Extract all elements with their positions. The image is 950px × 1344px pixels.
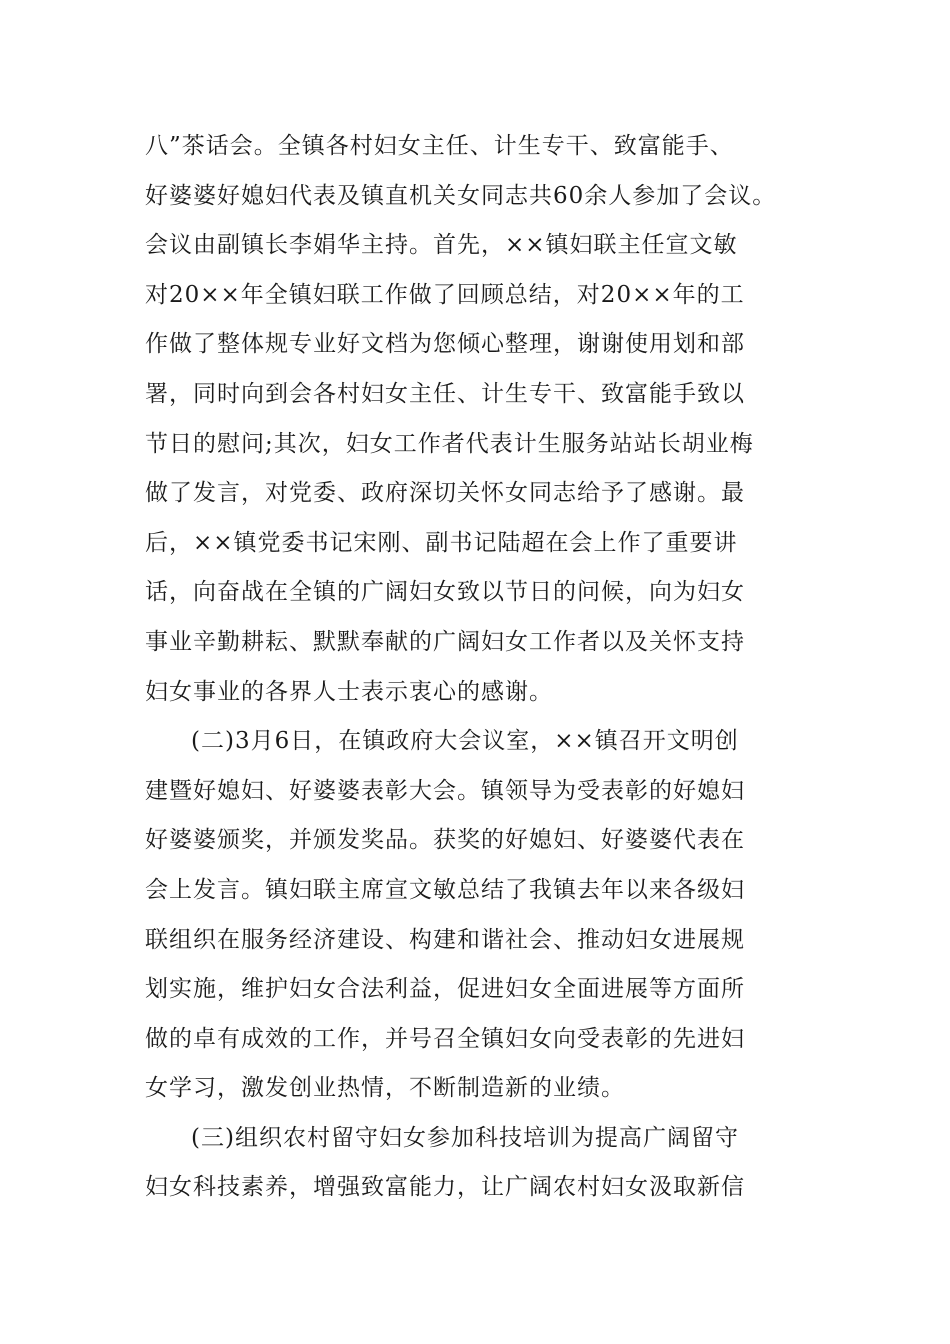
text-line: 八”茶话会。全镇各村妇女主任、计生专干、致富能手、: [145, 133, 734, 159]
text-line: 建暨好媳妇、好婆婆表彰大会。镇领导为受表彰的好媳妇: [145, 777, 745, 804]
text-line: 会议由副镇长李娟华主持。首先，××镇妇联主任宣文敏: [145, 232, 738, 259]
text-line: 联组织在服务经济建设、构建和谐社会、推动妇女进展规: [145, 926, 745, 953]
text-line: 署，同时向到会各村妇女主任、计生专干、致富能手致以: [145, 380, 745, 407]
text-line: 好婆婆颁奖，并颁发奖品。获奖的好媳妇、好婆婆代表在: [145, 827, 745, 854]
text-line: 划实施，维护妇女合法利益，促进妇女全面进展等方面所: [145, 976, 745, 1003]
paragraph-start-line: (二)3月6日，在镇政府大会议室，××镇召开文明创: [191, 728, 739, 755]
text-line: 妇女事业的各界人士表示衷心的感谢。: [145, 678, 553, 705]
text-line: 做的卓有成效的工作，并号召全镇妇女向受表彰的先进妇: [145, 1025, 745, 1052]
text-line: 好婆婆好媳妇代表及镇直机关女同志共60余人参加了会议。: [145, 182, 777, 209]
text-line: 会上发言。镇妇联主席宣文敏总结了我镇去年以来各级妇: [145, 876, 745, 903]
text-line: 对20××年全镇妇联工作做了回顾总结，对20××年的工: [145, 281, 745, 308]
text-line: 妇女科技素养，增强致富能力，让广阔农村妇女汲取新信: [145, 1174, 745, 1201]
paragraph-start-line: (三)组织农村留守妇女参加科技培训为提高广阔留守: [191, 1124, 739, 1151]
text-line: 做了发言，对党委、政府深切关怀女同志给予了感谢。最: [145, 480, 745, 507]
text-line: 作做了整体规专业好文档为您倾心整理，谢谢使用划和部: [145, 331, 745, 358]
text-line: 后，××镇党委书记宋刚、副书记陆超在会上作了重要讲: [145, 529, 738, 556]
text-line: 话，向奋战在全镇的广阔妇女致以节日的问候，向为妇女: [145, 579, 745, 606]
text-line: 女学习，激发创业热情，不断制造新的业绩。: [145, 1075, 625, 1102]
text-line: 节日的慰问;其次，妇女工作者代表计生服务站站长胡业梅: [145, 430, 754, 457]
body-text: [145, 122, 825, 1213]
text-line: 事业辛勤耕耘、默默奉献的广阔妇女工作者以及关怀支持: [145, 628, 745, 655]
